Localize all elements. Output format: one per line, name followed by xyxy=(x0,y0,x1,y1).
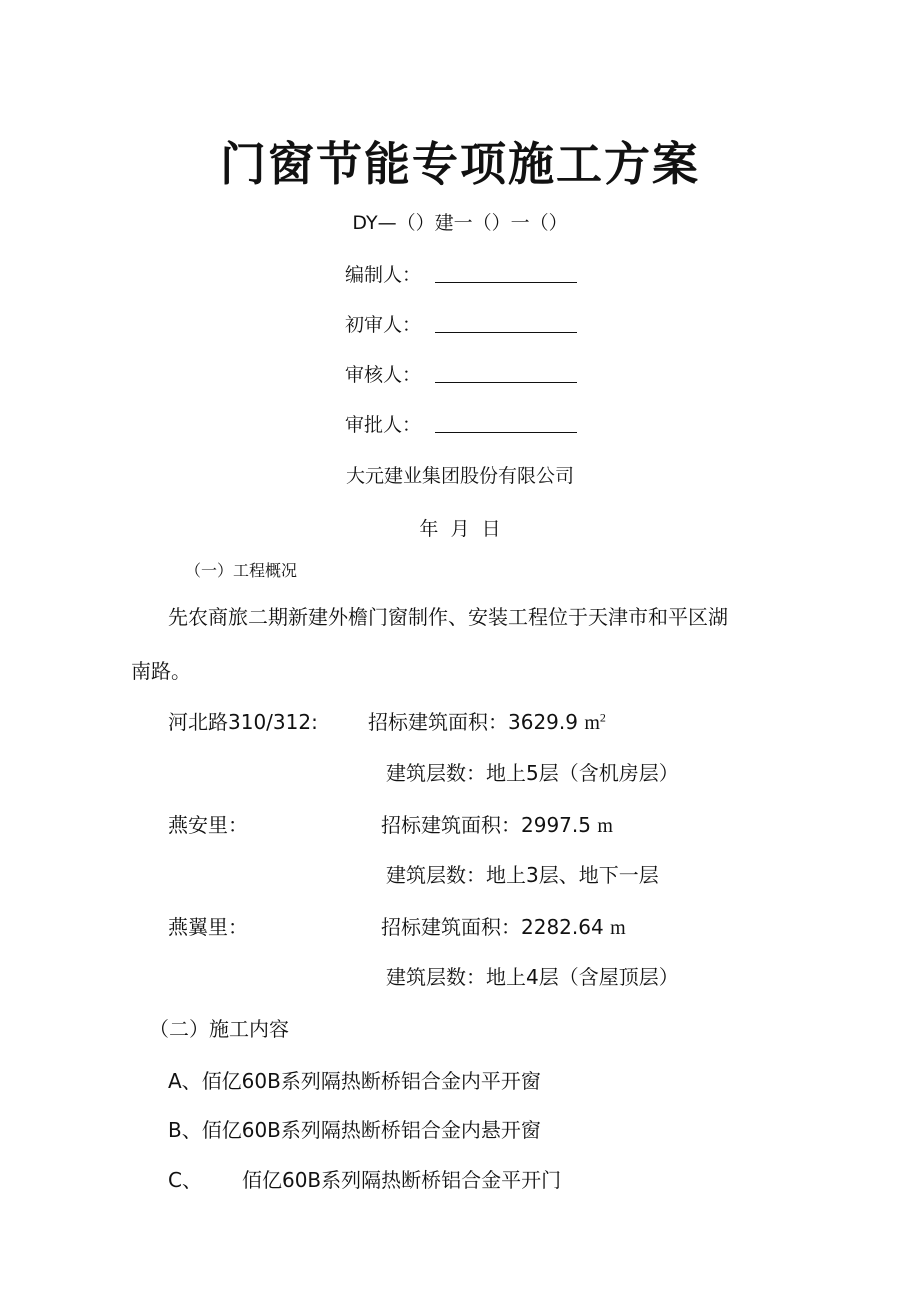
signature-label: 审核人： xyxy=(345,364,422,386)
signature-blank xyxy=(435,268,577,283)
area-unit: m xyxy=(584,712,600,734)
building-area xyxy=(381,911,626,940)
area-unit: m xyxy=(610,917,626,939)
signature-label: 编制人： xyxy=(345,264,422,286)
signature-blank xyxy=(435,318,577,333)
building-floors: 建筑层数：地上3层、地下一层 xyxy=(386,863,659,887)
building-name: 燕翼里： xyxy=(168,915,248,939)
item-text: 佰亿60B系列隔热断桥铝合金平开门 xyxy=(241,1168,562,1192)
building-area xyxy=(368,706,606,735)
document-date: 年 月 日 xyxy=(419,518,501,540)
area-unit-exponent: 2 xyxy=(599,710,606,725)
signature-label: 审批人： xyxy=(345,414,422,436)
overview-paragraph-line: 先农商旅二期新建外檐门窗制作、安装工程位于天津市和平区湖 xyxy=(168,605,728,629)
area-label: 招标建筑面积：2282.64 xyxy=(381,915,611,939)
document-code: DY—（）建一（）一（） xyxy=(352,212,568,234)
signature-blank xyxy=(435,418,577,433)
section-heading-content: （二）施工内容 xyxy=(149,1017,289,1041)
building-floors: 建筑层数：地上5层（含机房层） xyxy=(386,761,679,785)
signature-blank xyxy=(435,368,577,383)
building-name: 燕安里： xyxy=(168,813,248,837)
building-name: 河北路310/312: xyxy=(168,710,318,734)
signature-row-checker xyxy=(345,360,577,387)
area-label: 招标建筑面积：3629.9 xyxy=(368,710,585,734)
overview-paragraph-line: 南路。 xyxy=(131,659,191,683)
content-list-item xyxy=(168,1114,541,1143)
section-heading-overview: （一）工程概况 xyxy=(185,561,298,580)
content-list-item xyxy=(168,1065,541,1094)
building-area xyxy=(381,809,613,838)
item-prefix: A、 xyxy=(168,1069,202,1093)
area-label: 招标建筑面积：2997.5 xyxy=(381,813,598,837)
signature-label: 初审人： xyxy=(345,314,422,336)
item-prefix: C、 xyxy=(168,1168,202,1192)
building-floors: 建筑层数：地上4层（含屋顶层） xyxy=(386,965,679,989)
signature-row-editor xyxy=(345,260,577,287)
item-text: 佰亿60B系列隔热断桥铝合金内悬开窗 xyxy=(201,1118,541,1142)
signature-row-first-reviewer xyxy=(345,310,577,337)
item-text: 佰亿60B系列隔热断桥铝合金内平开窗 xyxy=(201,1069,541,1093)
document-title: 门窗节能专项施工方案 xyxy=(220,137,700,191)
company-name: 大元建业集团股份有限公司 xyxy=(345,465,574,487)
signature-row-approver xyxy=(345,410,577,437)
item-prefix: B、 xyxy=(168,1118,202,1142)
content-list-item xyxy=(168,1164,561,1193)
area-unit: m xyxy=(597,815,613,837)
